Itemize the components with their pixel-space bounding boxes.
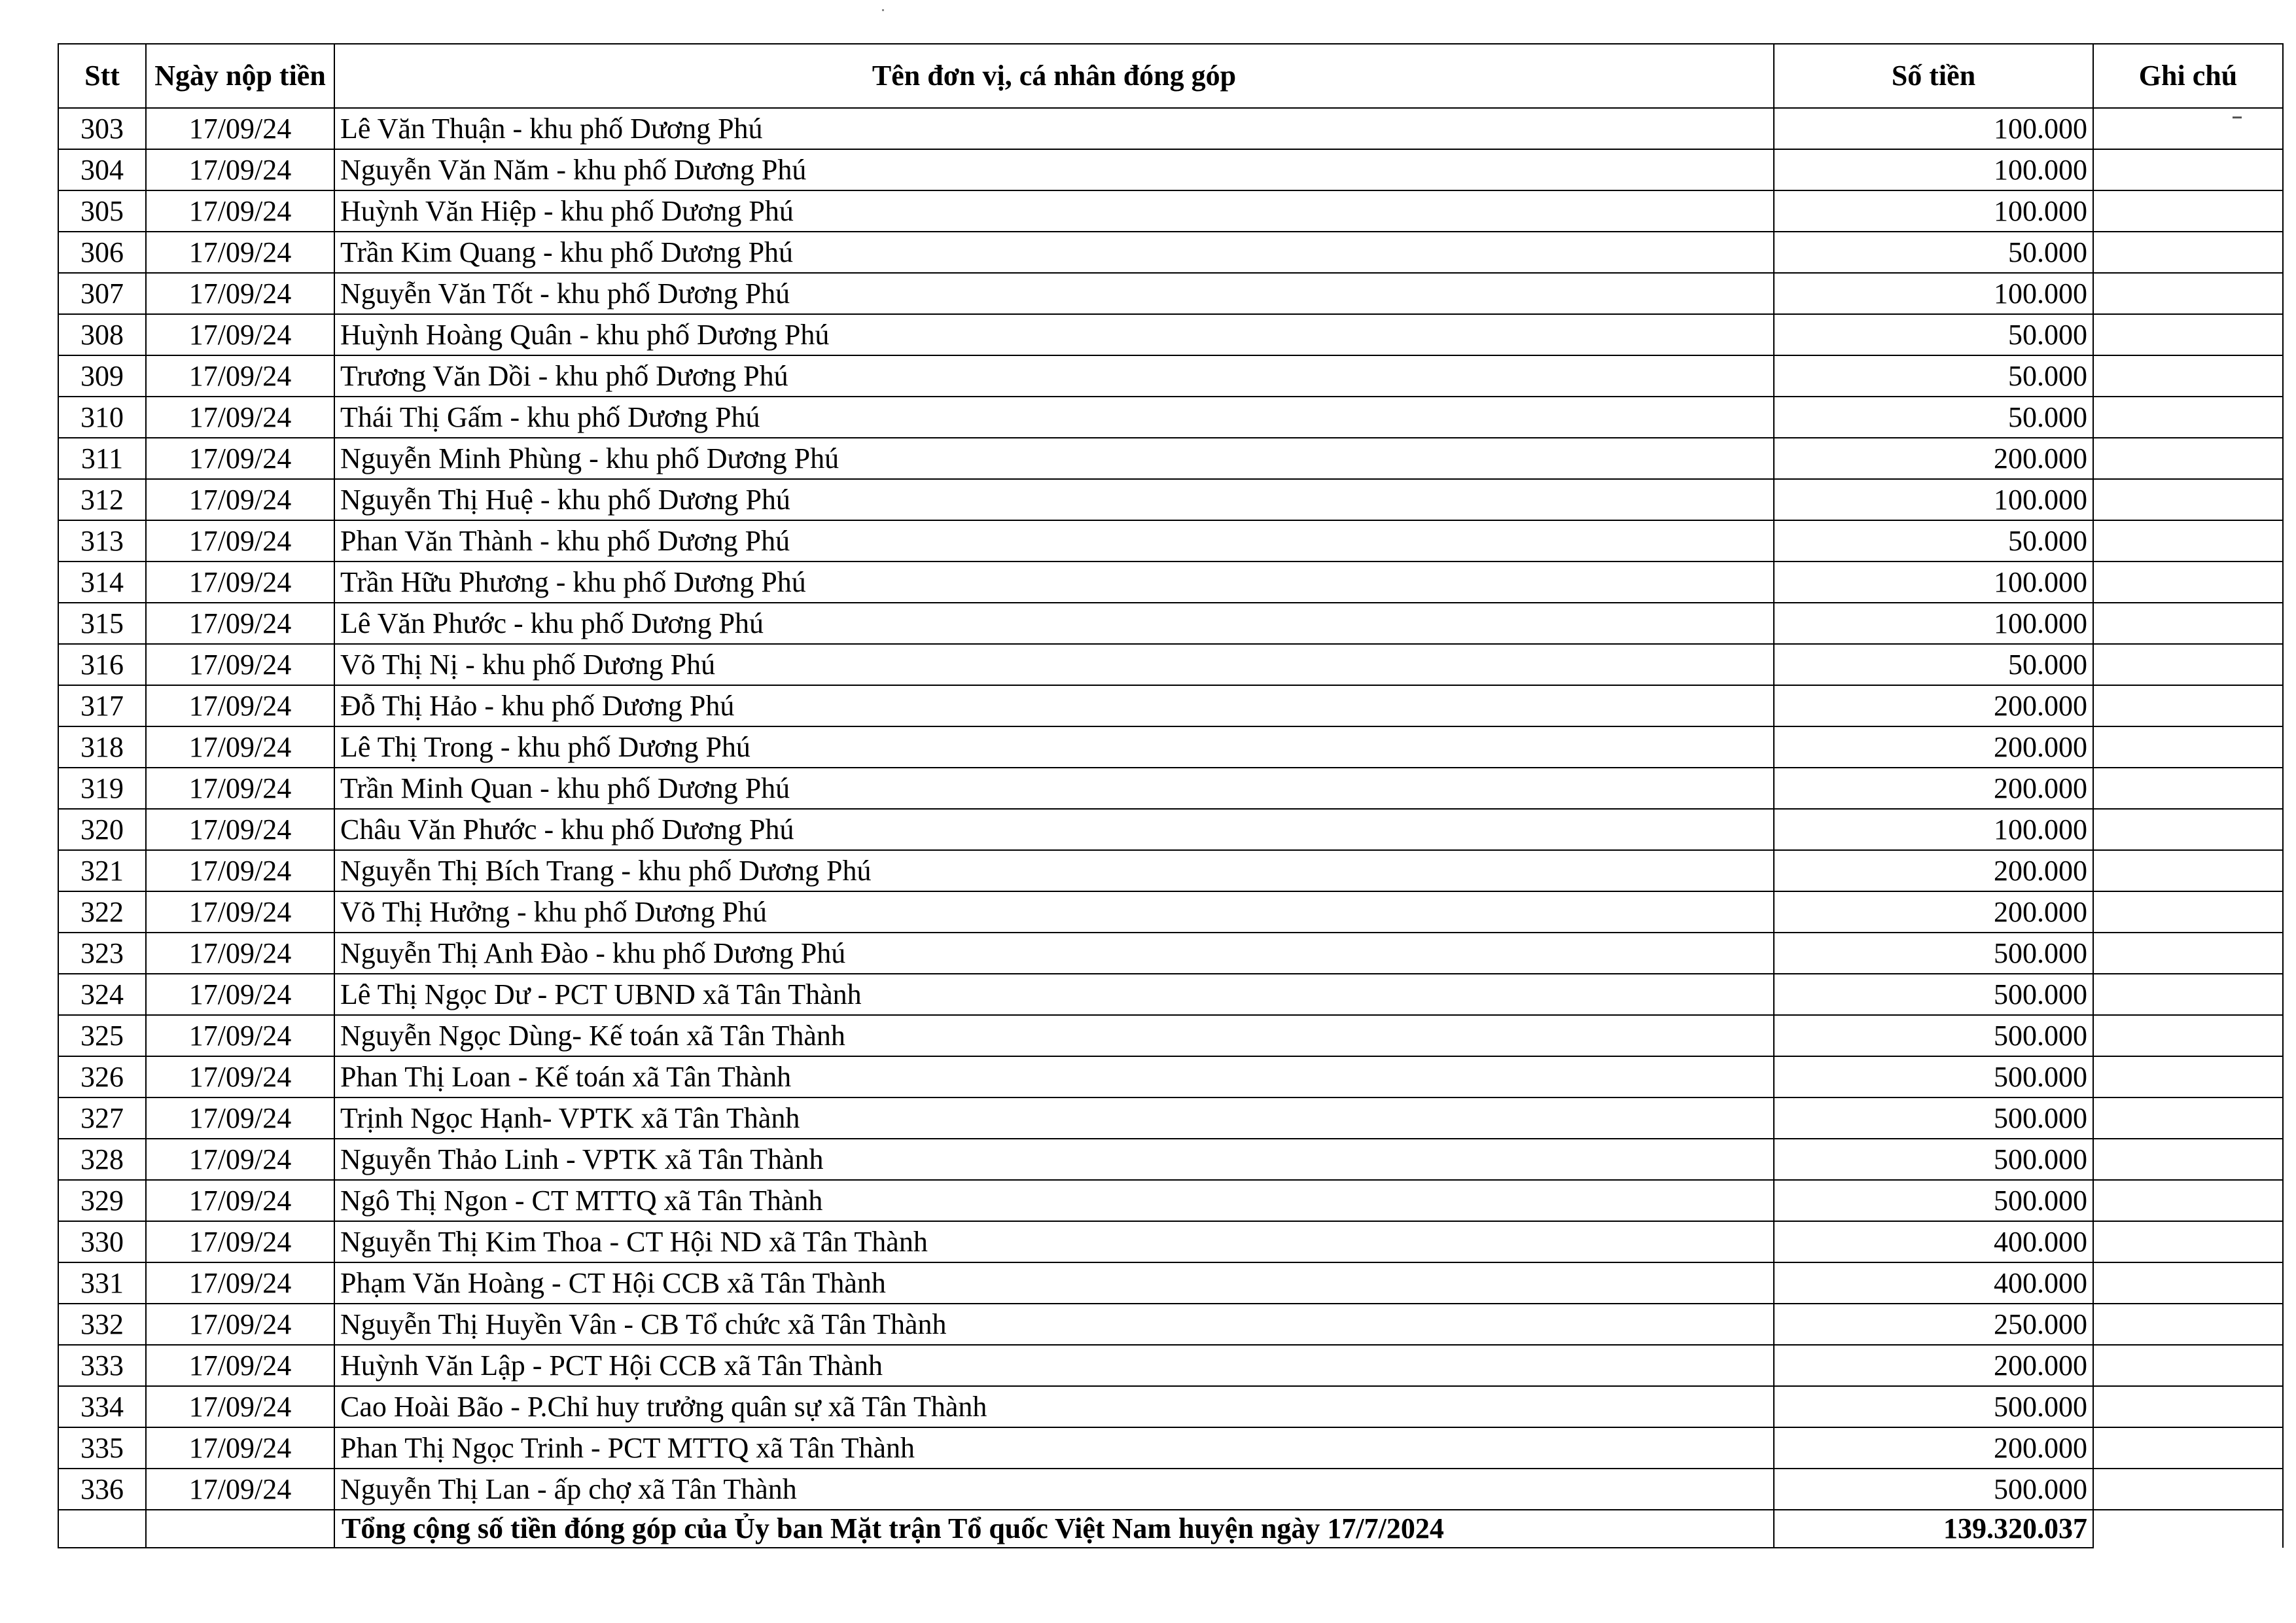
row-stt: 314 bbox=[58, 562, 146, 603]
row-date: 17/09/24 bbox=[146, 562, 334, 603]
row-note bbox=[2093, 685, 2283, 726]
row-stt: 303 bbox=[58, 108, 146, 149]
table-body bbox=[58, 108, 2283, 1548]
row-note bbox=[2093, 232, 2283, 273]
row-amount: 50.000 bbox=[1774, 314, 2093, 355]
row-name: Cao Hoài Bão - P.Chỉ huy trưởng quân sự xã Tân Thành bbox=[334, 1386, 1774, 1427]
row-amount: 500.000 bbox=[1774, 1097, 2093, 1139]
row-stt: 335 bbox=[58, 1427, 146, 1469]
row-note bbox=[2093, 562, 2283, 603]
row-name: Nguyễn Thị Anh Đào - khu phố Dương Phú bbox=[334, 933, 1774, 974]
row-note bbox=[2093, 1221, 2283, 1262]
row-amount: 50.000 bbox=[1774, 644, 2093, 685]
row-date: 17/09/24 bbox=[146, 974, 334, 1015]
table-row bbox=[58, 850, 2283, 891]
row-date: 17/09/24 bbox=[146, 232, 334, 273]
row-note bbox=[2093, 1180, 2283, 1221]
row-date: 17/09/24 bbox=[146, 1427, 334, 1469]
row-amount: 200.000 bbox=[1774, 768, 2093, 809]
row-amount: 100.000 bbox=[1774, 273, 2093, 314]
table-row bbox=[58, 479, 2283, 520]
row-name: Phan Văn Thành - khu phố Dương Phú bbox=[334, 520, 1774, 562]
row-amount: 500.000 bbox=[1774, 933, 2093, 974]
row-amount: 100.000 bbox=[1774, 809, 2093, 850]
row-name: Huỳnh Hoàng Quân - khu phố Dương Phú bbox=[334, 314, 1774, 355]
row-note bbox=[2093, 1469, 2283, 1510]
row-name: Nguyễn Văn Tốt - khu phố Dương Phú bbox=[334, 273, 1774, 314]
row-stt: 317 bbox=[58, 685, 146, 726]
header-amount: Số tiền bbox=[1774, 44, 2093, 108]
row-amount: 500.000 bbox=[1774, 1386, 2093, 1427]
table-row bbox=[58, 108, 2283, 149]
row-amount: 400.000 bbox=[1774, 1221, 2093, 1262]
row-name: Nguyễn Văn Năm - khu phố Dương Phú bbox=[334, 149, 1774, 190]
row-name: Phạm Văn Hoàng - CT Hội CCB xã Tân Thành bbox=[334, 1262, 1774, 1304]
row-amount: 100.000 bbox=[1774, 149, 2093, 190]
row-name: Nguyễn Thị Huệ - khu phố Dương Phú bbox=[334, 479, 1774, 520]
row-amount: 50.000 bbox=[1774, 232, 2093, 273]
table-row bbox=[58, 355, 2283, 397]
header-stt: Stt bbox=[58, 44, 146, 108]
row-name: Trần Minh Quan - khu phố Dương Phú bbox=[334, 768, 1774, 809]
row-note bbox=[2093, 1427, 2283, 1469]
row-stt: 308 bbox=[58, 314, 146, 355]
row-date: 17/09/24 bbox=[146, 1015, 334, 1056]
row-date: 17/09/24 bbox=[146, 520, 334, 562]
scan-dot bbox=[882, 9, 884, 11]
row-date: 17/09/24 bbox=[146, 355, 334, 397]
row-date: 17/09/24 bbox=[146, 1180, 334, 1221]
row-stt: 313 bbox=[58, 520, 146, 562]
scan-mark bbox=[2233, 116, 2242, 118]
table-row bbox=[58, 1221, 2283, 1262]
table-row bbox=[58, 520, 2283, 562]
row-note bbox=[2093, 1015, 2283, 1056]
table-row bbox=[58, 438, 2283, 479]
row-date: 17/09/24 bbox=[146, 603, 334, 644]
row-name: Nguyễn Thị Huyền Vân - CB Tổ chức xã Tân Thành bbox=[334, 1304, 1774, 1345]
row-date: 17/09/24 bbox=[146, 314, 334, 355]
row-date: 17/09/24 bbox=[146, 479, 334, 520]
row-note bbox=[2093, 644, 2283, 685]
table-row bbox=[58, 1427, 2283, 1469]
row-date: 17/09/24 bbox=[146, 108, 334, 149]
table-row bbox=[58, 933, 2283, 974]
row-note bbox=[2093, 850, 2283, 891]
row-name: Lê Thị Ngọc Dư - PCT UBND xã Tân Thành bbox=[334, 974, 1774, 1015]
row-stt: 326 bbox=[58, 1056, 146, 1097]
row-stt: 323 bbox=[58, 933, 146, 974]
row-note bbox=[2093, 891, 2283, 933]
row-note bbox=[2093, 149, 2283, 190]
total-label: Tổng cộng số tiền đóng góp của Ủy ban Mặt trận Tổ quốc Việt Nam huyện ngày 17/7/2024 bbox=[334, 1510, 1774, 1548]
row-note bbox=[2093, 438, 2283, 479]
table-row bbox=[58, 190, 2283, 232]
table-row bbox=[58, 809, 2283, 850]
row-date: 17/09/24 bbox=[146, 891, 334, 933]
total-note-cell bbox=[2093, 1510, 2283, 1548]
table-row bbox=[58, 685, 2283, 726]
row-stt: 304 bbox=[58, 149, 146, 190]
table-row bbox=[58, 273, 2283, 314]
row-name: Trần Kim Quang - khu phố Dương Phú bbox=[334, 232, 1774, 273]
row-note bbox=[2093, 1386, 2283, 1427]
row-note bbox=[2093, 314, 2283, 355]
row-stt: 305 bbox=[58, 190, 146, 232]
row-name: Nguyễn Thị Bích Trang - khu phố Dương Phú bbox=[334, 850, 1774, 891]
table-row bbox=[58, 1015, 2283, 1056]
row-note bbox=[2093, 1304, 2283, 1345]
row-stt: 328 bbox=[58, 1139, 146, 1180]
row-note bbox=[2093, 1097, 2283, 1139]
header-note: Ghi chú bbox=[2138, 60, 2238, 92]
row-stt: 318 bbox=[58, 726, 146, 768]
row-name: Phan Thị Loan - Kế toán xã Tân Thành bbox=[334, 1056, 1774, 1097]
table-row bbox=[58, 1180, 2283, 1221]
row-name: Huỳnh Văn Hiệp - khu phố Dương Phú bbox=[334, 190, 1774, 232]
row-name: Lê Văn Phước - khu phố Dương Phú bbox=[334, 603, 1774, 644]
row-stt: 327 bbox=[58, 1097, 146, 1139]
row-stt: 315 bbox=[58, 603, 146, 644]
table-row bbox=[58, 314, 2283, 355]
row-note bbox=[2093, 273, 2283, 314]
row-note bbox=[2093, 108, 2283, 149]
row-amount: 200.000 bbox=[1774, 685, 2093, 726]
row-amount: 100.000 bbox=[1774, 479, 2093, 520]
table-row bbox=[58, 562, 2283, 603]
row-stt: 310 bbox=[58, 397, 146, 438]
row-date: 17/09/24 bbox=[146, 1345, 334, 1386]
row-amount: 500.000 bbox=[1774, 1180, 2093, 1221]
row-date: 17/09/24 bbox=[146, 1262, 334, 1304]
row-name: Trương Văn Dồi - khu phố Dương Phú bbox=[334, 355, 1774, 397]
total-date-cell bbox=[146, 1510, 334, 1548]
row-amount: 200.000 bbox=[1774, 1345, 2093, 1386]
row-name: Đỗ Thị Hảo - khu phố Dương Phú bbox=[334, 685, 1774, 726]
total-amount: 139.320.037 bbox=[1774, 1510, 2093, 1548]
row-stt: 325 bbox=[58, 1015, 146, 1056]
table-row bbox=[58, 1139, 2283, 1180]
row-note bbox=[2093, 1345, 2283, 1386]
table-row bbox=[58, 768, 2283, 809]
row-stt: 320 bbox=[58, 809, 146, 850]
row-note bbox=[2093, 768, 2283, 809]
table-row bbox=[58, 644, 2283, 685]
row-note bbox=[2093, 397, 2283, 438]
row-date: 17/09/24 bbox=[146, 190, 334, 232]
row-amount: 500.000 bbox=[1774, 1469, 2093, 1510]
row-amount: 500.000 bbox=[1774, 1139, 2093, 1180]
row-date: 17/09/24 bbox=[146, 685, 334, 726]
table-row bbox=[58, 1304, 2283, 1345]
row-date: 17/09/24 bbox=[146, 1139, 334, 1180]
row-amount: 250.000 bbox=[1774, 1304, 2093, 1345]
row-note bbox=[2093, 974, 2283, 1015]
row-name: Thái Thị Gấm - khu phố Dương Phú bbox=[334, 397, 1774, 438]
table-row bbox=[58, 1097, 2283, 1139]
row-name: Nguyễn Minh Phùng - khu phố Dương Phú bbox=[334, 438, 1774, 479]
row-amount: 50.000 bbox=[1774, 397, 2093, 438]
row-name: Nguyễn Thảo Linh - VPTK xã Tân Thành bbox=[334, 1139, 1774, 1180]
row-date: 17/09/24 bbox=[146, 850, 334, 891]
row-name: Võ Thị Nị - khu phố Dương Phú bbox=[334, 644, 1774, 685]
row-note bbox=[2093, 520, 2283, 562]
row-note bbox=[2093, 933, 2283, 974]
total-stt-cell bbox=[58, 1510, 146, 1548]
row-amount: 100.000 bbox=[1774, 603, 2093, 644]
header-date: Ngày nộp tiền bbox=[146, 44, 334, 108]
row-date: 17/09/24 bbox=[146, 768, 334, 809]
row-date: 17/09/24 bbox=[146, 397, 334, 438]
row-name: Lê Thị Trong - khu phố Dương Phú bbox=[334, 726, 1774, 768]
row-date: 17/09/24 bbox=[146, 273, 334, 314]
row-amount: 50.000 bbox=[1774, 355, 2093, 397]
table-row bbox=[58, 1262, 2283, 1304]
row-stt: 319 bbox=[58, 768, 146, 809]
row-date: 17/09/24 bbox=[146, 1097, 334, 1139]
row-stt: 332 bbox=[58, 1304, 146, 1345]
row-note bbox=[2093, 355, 2283, 397]
row-note bbox=[2093, 190, 2283, 232]
table-row bbox=[58, 1056, 2283, 1097]
row-stt: 330 bbox=[58, 1221, 146, 1262]
row-name: Lê Văn Thuận - khu phố Dương Phú bbox=[334, 108, 1774, 149]
table-row bbox=[58, 603, 2283, 644]
row-name: Phan Thị Ngọc Trinh - PCT MTTQ xã Tân Thành bbox=[334, 1427, 1774, 1469]
table-row bbox=[58, 891, 2283, 933]
table-row bbox=[58, 397, 2283, 438]
row-name: Nguyễn Thị Kim Thoa - CT Hội ND xã Tân Thành bbox=[334, 1221, 1774, 1262]
row-amount: 200.000 bbox=[1774, 850, 2093, 891]
row-date: 17/09/24 bbox=[146, 1469, 334, 1510]
row-amount: 500.000 bbox=[1774, 974, 2093, 1015]
row-name: Châu Văn Phước - khu phố Dương Phú bbox=[334, 809, 1774, 850]
total-row bbox=[58, 1510, 2283, 1548]
row-note bbox=[2093, 809, 2283, 850]
table-row bbox=[58, 726, 2283, 768]
row-amount: 100.000 bbox=[1774, 190, 2093, 232]
table-row bbox=[58, 1469, 2283, 1510]
row-date: 17/09/24 bbox=[146, 933, 334, 974]
row-note bbox=[2093, 603, 2283, 644]
row-amount: 50.000 bbox=[1774, 520, 2093, 562]
row-amount: 200.000 bbox=[1774, 438, 2093, 479]
row-date: 17/09/24 bbox=[146, 1221, 334, 1262]
row-name: Trần Hữu Phương - khu phố Dương Phú bbox=[334, 562, 1774, 603]
row-stt: 329 bbox=[58, 1180, 146, 1221]
row-amount: 500.000 bbox=[1774, 1056, 2093, 1097]
table-header-row bbox=[58, 44, 2283, 108]
row-amount: 400.000 bbox=[1774, 1262, 2093, 1304]
row-stt: 322 bbox=[58, 891, 146, 933]
row-date: 17/09/24 bbox=[146, 149, 334, 190]
row-stt: 316 bbox=[58, 644, 146, 685]
row-amount: 200.000 bbox=[1774, 726, 2093, 768]
header-name: Tên đơn vị, cá nhân đóng góp bbox=[334, 44, 1774, 108]
row-note bbox=[2093, 1139, 2283, 1180]
contribution-ledger-sheet bbox=[58, 43, 2282, 1548]
row-note bbox=[2093, 479, 2283, 520]
contribution-table bbox=[58, 43, 2284, 1548]
row-amount: 200.000 bbox=[1774, 891, 2093, 933]
row-date: 17/09/24 bbox=[146, 809, 334, 850]
row-stt: 311 bbox=[58, 438, 146, 479]
row-stt: 306 bbox=[58, 232, 146, 273]
row-date: 17/09/24 bbox=[146, 1386, 334, 1427]
row-amount: 100.000 bbox=[1774, 108, 2093, 149]
row-date: 17/09/24 bbox=[146, 1056, 334, 1097]
row-stt: 324 bbox=[58, 974, 146, 1015]
row-name: Nguyễn Ngọc Dùng- Kế toán xã Tân Thành bbox=[334, 1015, 1774, 1056]
row-stt: 333 bbox=[58, 1345, 146, 1386]
row-stt: 321 bbox=[58, 850, 146, 891]
row-amount: 200.000 bbox=[1774, 1427, 2093, 1469]
table-row bbox=[58, 149, 2283, 190]
table-row bbox=[58, 232, 2283, 273]
row-name: Trịnh Ngọc Hạnh- VPTK xã Tân Thành bbox=[334, 1097, 1774, 1139]
row-name: Võ Thị Hưởng - khu phố Dương Phú bbox=[334, 891, 1774, 933]
row-note bbox=[2093, 726, 2283, 768]
table-row bbox=[58, 1386, 2283, 1427]
row-date: 17/09/24 bbox=[146, 726, 334, 768]
row-stt: 331 bbox=[58, 1262, 146, 1304]
row-date: 17/09/24 bbox=[146, 1304, 334, 1345]
row-name: Nguyễn Thị Lan - ấp chợ xã Tân Thành bbox=[334, 1469, 1774, 1510]
row-stt: 307 bbox=[58, 273, 146, 314]
row-date: 17/09/24 bbox=[146, 644, 334, 685]
row-amount: 100.000 bbox=[1774, 562, 2093, 603]
table-row bbox=[58, 1345, 2283, 1386]
row-note bbox=[2093, 1056, 2283, 1097]
row-stt: 309 bbox=[58, 355, 146, 397]
row-stt: 312 bbox=[58, 479, 146, 520]
row-stt: 334 bbox=[58, 1386, 146, 1427]
row-name: Huỳnh Văn Lập - PCT Hội CCB xã Tân Thành bbox=[334, 1345, 1774, 1386]
row-stt: 336 bbox=[58, 1469, 146, 1510]
header-note-cell bbox=[2093, 44, 2283, 108]
row-name: Ngô Thị Ngon - CT MTTQ xã Tân Thành bbox=[334, 1180, 1774, 1221]
row-amount: 500.000 bbox=[1774, 1015, 2093, 1056]
table-row bbox=[58, 974, 2283, 1015]
row-date: 17/09/24 bbox=[146, 438, 334, 479]
row-note bbox=[2093, 1262, 2283, 1304]
